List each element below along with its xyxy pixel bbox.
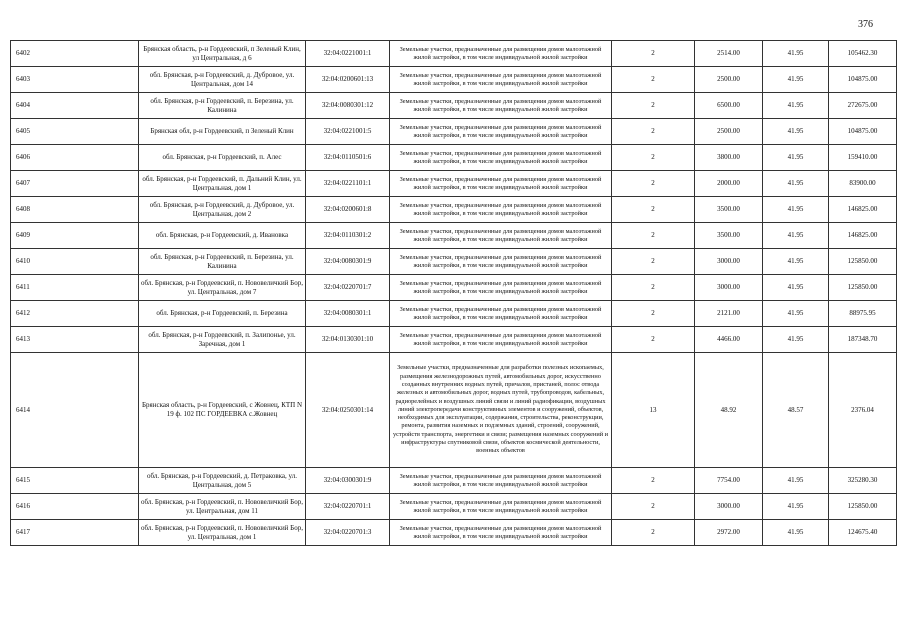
cadastral-number-cell: 32:04:0220701:7	[306, 275, 390, 301]
area-cell: 48.92	[695, 353, 763, 468]
group-cell: 2	[612, 145, 695, 171]
group-cell: 2	[612, 197, 695, 223]
land-use-cell: Земельные участки, предназначенные для разработки полезных ископаемых, размещения железнодорожных путей, автомобильных дорог, искусственно созданных внутренних водных путей, причалов, пристаней, полос отвода железных и автомобильных дорог, водных путей, трубопроводов, кабельных, радиорелейных и воздушных линий связи и линий радиофикации, воздушных линий электропередачи конструктивных элементов и сооружений, объектов, необходимых для эксплуатации, содержания, строительства, реконструкции, ремонта, развития наземных и подземных зданий, строений, сооружений, устройств транспорта, энергетики и связи; размещения наземных сооружений и инфраструктуры спутниковой связи, объектов космической деятельности, военных объектов	[390, 353, 612, 468]
specific-value-cell: 41.95	[763, 223, 829, 249]
cadastral-number-cell: 32:04:0110301:2	[306, 223, 390, 249]
cadastral-number-cell: 32:04:0080301:9	[306, 249, 390, 275]
address-cell: обл. Брянская, р-н Гордеевский, п. Дальний Клин, ул. Центральная, дом 1	[139, 171, 306, 197]
land-use-cell: Земельные участки, предназначенные для размещения домов малоэтажной жилой застройки, в том числе индивидуальной жилой застройки	[390, 223, 612, 249]
specific-value-cell: 41.95	[763, 520, 829, 546]
address-cell: обл. Брянская, р-н Гордеевский, д. Петраковка, ул. Центральная, дом 5	[139, 468, 306, 494]
address-cell: обл. Брянская, р-н Гордеевский, п. Нововеличкий Бор, ул. Центральная, дом 7	[139, 275, 306, 301]
specific-value-cell: 41.95	[763, 145, 829, 171]
row-number: 6409	[11, 223, 139, 249]
cadastral-number-cell: 32:04:0300301:9	[306, 468, 390, 494]
address-cell: обл. Брянская, р-н Гордеевский, п. Залипонье, ул. Заречная, дом 1	[139, 327, 306, 353]
cadastral-value-cell: 104875.00	[829, 67, 897, 93]
cadastral-value-cell: 146825.00	[829, 223, 897, 249]
cadastral-value-cell: 272675.00	[829, 93, 897, 119]
land-use-cell: Земельные участки, предназначенные для размещения домов малоэтажной жилой застройки, в том числе индивидуальной жилой застройки	[390, 301, 612, 327]
area-cell: 3000.00	[695, 275, 763, 301]
area-cell: 3500.00	[695, 223, 763, 249]
cadastral-value-cell: 104875.00	[829, 119, 897, 145]
table-row	[11, 41, 897, 67]
group-cell: 2	[612, 327, 695, 353]
group-cell: 2	[612, 468, 695, 494]
table-row	[11, 275, 897, 301]
area-cell: 3000.00	[695, 249, 763, 275]
row-number: 6413	[11, 327, 139, 353]
address-cell: обл. Брянская, р-н Гордеевский, п. Алес	[139, 145, 306, 171]
group-cell: 2	[612, 223, 695, 249]
specific-value-cell: 41.95	[763, 249, 829, 275]
table-row	[11, 249, 897, 275]
table-row	[11, 301, 897, 327]
address-cell: обл. Брянская, р-н Гордеевский, д. Дубровое, ул. Центральная, дом 14	[139, 67, 306, 93]
group-cell: 2	[612, 171, 695, 197]
area-cell: 3800.00	[695, 145, 763, 171]
area-cell: 3000.00	[695, 494, 763, 520]
area-cell: 2500.00	[695, 67, 763, 93]
page-number: 376	[858, 19, 873, 30]
specific-value-cell: 41.95	[763, 327, 829, 353]
row-number: 6412	[11, 301, 139, 327]
row-number: 6407	[11, 171, 139, 197]
table-row	[11, 197, 897, 223]
cadastral-value-cell: 88975.95	[829, 301, 897, 327]
specific-value-cell: 41.95	[763, 67, 829, 93]
group-cell: 2	[612, 249, 695, 275]
row-number: 6417	[11, 520, 139, 546]
address-cell: обл. Брянская, р-н Гордеевский, п. Березина	[139, 301, 306, 327]
specific-value-cell: 41.95	[763, 119, 829, 145]
area-cell: 2514.00	[695, 41, 763, 67]
cadastral-number-cell: 32:04:0130301:10	[306, 327, 390, 353]
specific-value-cell: 41.95	[763, 93, 829, 119]
table-row	[11, 353, 897, 468]
cadastral-number-cell: 32:04:0220701:1	[306, 494, 390, 520]
row-number: 6408	[11, 197, 139, 223]
area-cell: 4466.00	[695, 327, 763, 353]
table-row	[11, 494, 897, 520]
address-cell: обл. Брянская, р-н Гордеевский, п. Березина, ул. Калинина	[139, 93, 306, 119]
table-row	[11, 327, 897, 353]
specific-value-cell: 41.95	[763, 275, 829, 301]
row-number: 6414	[11, 353, 139, 468]
row-number: 6416	[11, 494, 139, 520]
group-cell: 2	[612, 520, 695, 546]
specific-value-cell: 41.95	[763, 197, 829, 223]
group-cell: 2	[612, 494, 695, 520]
cadastral-value-cell: 125850.00	[829, 249, 897, 275]
row-number: 6415	[11, 468, 139, 494]
address-cell: обл. Брянская, р-н Гордеевский, д. Ивановка	[139, 223, 306, 249]
address-cell: Брянская область, р-н Гордеевский, с Жовнец, КТП N 19 ф. 102 ПС ГОРДЕЕВКА с.Жовнец	[139, 353, 306, 468]
specific-value-cell: 41.95	[763, 494, 829, 520]
land-use-cell: Земельные участки, предназначенные для размещения домов малоэтажной жилой застройки, в том числе индивидуальной жилой застройки	[390, 468, 612, 494]
table-row	[11, 520, 897, 546]
land-use-cell: Земельные участки, предназначенные для размещения домов малоэтажной жилой застройки, в том числе индивидуальной жилой застройки	[390, 327, 612, 353]
specific-value-cell: 41.95	[763, 41, 829, 67]
table-row	[11, 93, 897, 119]
table-row	[11, 468, 897, 494]
group-cell: 2	[612, 301, 695, 327]
address-cell: обл. Брянская, р-н Гордеевский, д. Дубровое, ул. Центральная, дом 2	[139, 197, 306, 223]
specific-value-cell: 41.95	[763, 468, 829, 494]
area-cell: 2500.00	[695, 119, 763, 145]
table-body	[11, 41, 897, 546]
group-cell: 13	[612, 353, 695, 468]
land-use-cell: Земельные участки, предназначенные для размещения домов малоэтажной жилой застройки, в том числе индивидуальной жилой застройки	[390, 520, 612, 546]
row-number: 6404	[11, 93, 139, 119]
cadastral-value-cell: 105462.30	[829, 41, 897, 67]
cadastral-value-cell: 125850.00	[829, 494, 897, 520]
land-use-cell: Земельные участки, предназначенные для размещения домов малоэтажной жилой застройки, в том числе индивидуальной жилой застройки	[390, 41, 612, 67]
address-cell: Брянская обл, р-н Гордеевский, п Зеленый Клин	[139, 119, 306, 145]
cadastral-value-cell: 83900.00	[829, 171, 897, 197]
specific-value-cell: 41.95	[763, 171, 829, 197]
address-cell: обл. Брянская, р-н Гордеевский, п. Нововеличкий Бор, ул. Центральная, дом 1	[139, 520, 306, 546]
address-cell: обл. Брянская, р-н Гордеевский, п. Березина, ул. Калинина	[139, 249, 306, 275]
cadastral-number-cell: 32:04:0200601:13	[306, 67, 390, 93]
address-cell: обл. Брянская, р-н Гордеевский, п. Нововеличкий Бор, ул. Центральная, дом 11	[139, 494, 306, 520]
address-cell: Брянская область, р-н Гордеевский, п Зеленый Клин, ул Центральная, д 6	[139, 41, 306, 67]
land-use-cell: Земельные участки, предназначенные для размещения домов малоэтажной жилой застройки, в том числе индивидуальной жилой застройки	[390, 67, 612, 93]
group-cell: 2	[612, 119, 695, 145]
area-cell: 3500.00	[695, 197, 763, 223]
area-cell: 2000.00	[695, 171, 763, 197]
area-cell: 7754.00	[695, 468, 763, 494]
cadastral-number-cell: 32:04:0250301:14	[306, 353, 390, 468]
cadastral-number-cell: 32:04:0221001:5	[306, 119, 390, 145]
land-use-cell: Земельные участки, предназначенные для размещения домов малоэтажной жилой застройки, в том числе индивидуальной жилой застройки	[390, 145, 612, 171]
row-number: 6410	[11, 249, 139, 275]
specific-value-cell: 48.57	[763, 353, 829, 468]
specific-value-cell: 41.95	[763, 301, 829, 327]
table-row	[11, 171, 897, 197]
area-cell: 6500.00	[695, 93, 763, 119]
group-cell: 2	[612, 41, 695, 67]
table-row	[11, 67, 897, 93]
cadastral-value-cell: 2376.04	[829, 353, 897, 468]
cadastral-value-table	[10, 40, 897, 546]
row-number: 6403	[11, 67, 139, 93]
cadastral-value-cell: 187348.70	[829, 327, 897, 353]
land-use-cell: Земельные участки, предназначенные для размещения домов малоэтажной жилой застройки, в том числе индивидуальной жилой застройки	[390, 494, 612, 520]
cadastral-number-cell: 32:04:0110501:6	[306, 145, 390, 171]
cadastral-value-cell: 146825.00	[829, 197, 897, 223]
table-row	[11, 145, 897, 171]
group-cell: 2	[612, 275, 695, 301]
cadastral-number-cell: 32:04:0220701:3	[306, 520, 390, 546]
cadastral-value-cell: 325280.30	[829, 468, 897, 494]
table-row	[11, 223, 897, 249]
row-number: 6411	[11, 275, 139, 301]
cadastral-value-cell: 125850.00	[829, 275, 897, 301]
table-row	[11, 119, 897, 145]
cadastral-number-cell: 32:04:0080301:1	[306, 301, 390, 327]
cadastral-value-cell: 124675.40	[829, 520, 897, 546]
row-number: 6405	[11, 119, 139, 145]
cadastral-number-cell: 32:04:0200601:8	[306, 197, 390, 223]
area-cell: 2972.00	[695, 520, 763, 546]
land-use-cell: Земельные участки, предназначенные для размещения домов малоэтажной жилой застройки, в том числе индивидуальной жилой застройки	[390, 171, 612, 197]
land-use-cell: Земельные участки, предназначенные для размещения домов малоэтажной жилой застройки, в том числе индивидуальной жилой застройки	[390, 249, 612, 275]
land-use-cell: Земельные участки, предназначенные для размещения домов малоэтажной жилой застройки, в том числе индивидуальной жилой застройки	[390, 197, 612, 223]
cadastral-number-cell: 32:04:0080301:12	[306, 93, 390, 119]
row-number: 6402	[11, 41, 139, 67]
cadastral-number-cell: 32:04:0221001:1	[306, 41, 390, 67]
land-use-cell: Земельные участки, предназначенные для размещения домов малоэтажной жилой застройки, в том числе индивидуальной жилой застройки	[390, 119, 612, 145]
land-use-cell: Земельные участки, предназначенные для размещения домов малоэтажной жилой застройки, в том числе индивидуальной жилой застройки	[390, 93, 612, 119]
row-number: 6406	[11, 145, 139, 171]
cadastral-value-cell: 159410.00	[829, 145, 897, 171]
cadastral-number-cell: 32:04:0221101:1	[306, 171, 390, 197]
group-cell: 2	[612, 93, 695, 119]
land-use-cell: Земельные участки, предназначенные для размещения домов малоэтажной жилой застройки, в том числе индивидуальной жилой застройки	[390, 275, 612, 301]
group-cell: 2	[612, 67, 695, 93]
area-cell: 2121.00	[695, 301, 763, 327]
